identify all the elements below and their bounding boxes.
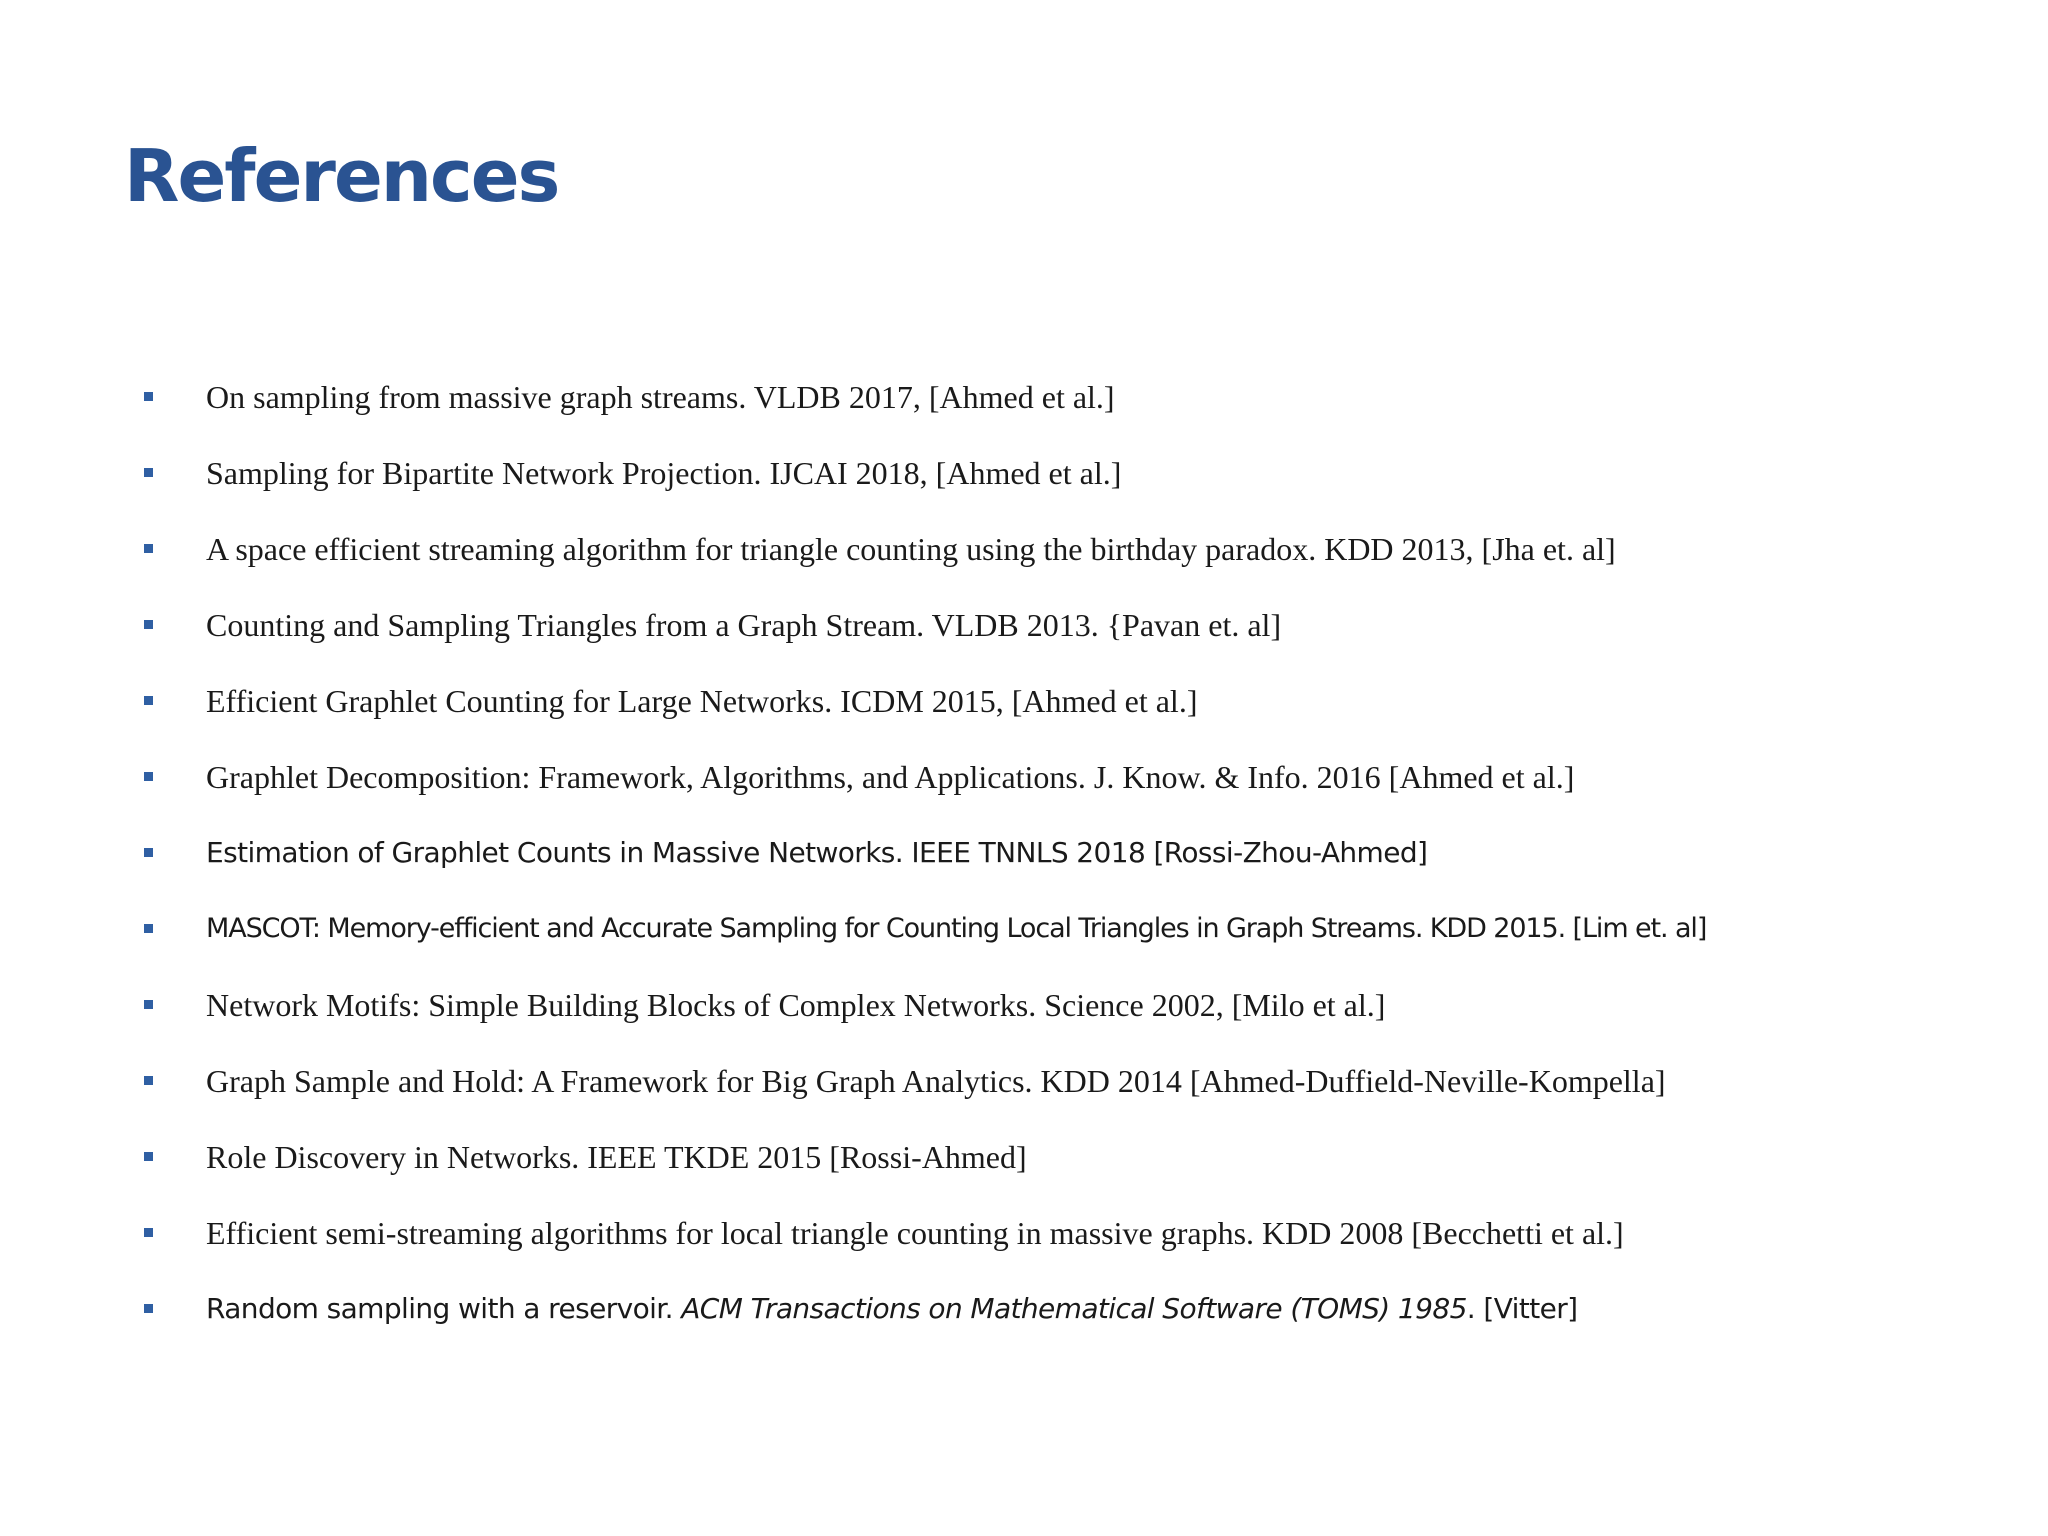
list-item: [0, 1206, 2048, 1282]
list-item: [0, 370, 2048, 446]
reference-text: Efficient semi-streaming algorithms for local triangle counting in massive graphs. KDD 2008 [Becchetti et al.]: [206, 1215, 1624, 1251]
list-item: [0, 446, 2048, 522]
page-title: References: [124, 134, 559, 218]
square-bullet-icon: [144, 696, 153, 705]
list-item: [0, 598, 2048, 674]
reference-text: Graph Sample and Hold: A Framework for Big Graph Analytics. KDD 2014 [Ahmed-Duffield-Neville-Kompella]: [206, 1063, 1666, 1099]
reference-text: [206, 1282, 1577, 1336]
square-bullet-icon: [144, 772, 153, 781]
list-item: [0, 674, 2048, 750]
square-bullet-icon: [144, 1152, 153, 1161]
square-bullet-icon: [144, 1000, 153, 1009]
square-bullet-icon: [144, 1076, 153, 1085]
square-bullet-icon: [144, 1228, 153, 1237]
reference-text: Sampling for Bipartite Network Projection. IJCAI 2018, [Ahmed et al.]: [206, 455, 1122, 491]
reference-text-start: Random sampling with a reservoir.: [206, 1292, 682, 1325]
list-item: [0, 1054, 2048, 1130]
square-bullet-icon: [144, 620, 153, 629]
reference-text: Network Motifs: Simple Building Blocks of Complex Networks. Science 2002, [Milo et al.]: [206, 987, 1386, 1023]
square-bullet-icon: [144, 848, 153, 857]
reference-text: A space efficient streaming algorithm for triangle counting using the birthday paradox. KDD 2013, [Jha et. al]: [206, 531, 1616, 567]
list-item: [0, 1130, 2048, 1206]
list-item: [0, 978, 2048, 1054]
list-item: [0, 902, 2048, 978]
reference-text: Counting and Sampling Triangles from a Graph Stream. VLDB 2013. {Pavan et. al]: [206, 607, 1282, 643]
reference-text: Efficient Graphlet Counting for Large Networks. ICDM 2015, [Ahmed et al.]: [206, 683, 1198, 719]
reference-text: Estimation of Graphlet Counts in Massive Networks. IEEE TNNLS 2018 [Rossi-Zhou-Ahmed]: [206, 836, 1428, 869]
reference-text: MASCOT: Memory-efficient and Accurate Sampling for Counting Local Triangles in Graph Streams. KDD 2015. [Lim et. al]: [206, 913, 1707, 944]
list-item: [0, 750, 2048, 826]
list-item: [0, 826, 2048, 902]
list-item: [0, 522, 2048, 598]
reference-journal: ACM Transactions on Mathematical Software (TOMS) 1985: [681, 1292, 1467, 1325]
reference-text: Role Discovery in Networks. IEEE TKDE 2015 [Rossi-Ahmed]: [206, 1139, 1027, 1175]
reference-text: On sampling from massive graph streams. VLDB 2017, [Ahmed et al.]: [206, 379, 1115, 415]
square-bullet-icon: [144, 392, 153, 401]
reference-text: Graphlet Decomposition: Framework, Algorithms, and Applications. J. Know. & Info. 2016 [Ahmed et al.]: [206, 759, 1575, 795]
list-item: [0, 1282, 2048, 1358]
reference-text-end: . [Vitter]: [1466, 1292, 1578, 1325]
square-bullet-icon: [144, 924, 153, 933]
square-bullet-icon: [144, 1304, 153, 1313]
square-bullet-icon: [144, 544, 153, 553]
square-bullet-icon: [144, 468, 153, 477]
reference-list: [0, 370, 2048, 1358]
